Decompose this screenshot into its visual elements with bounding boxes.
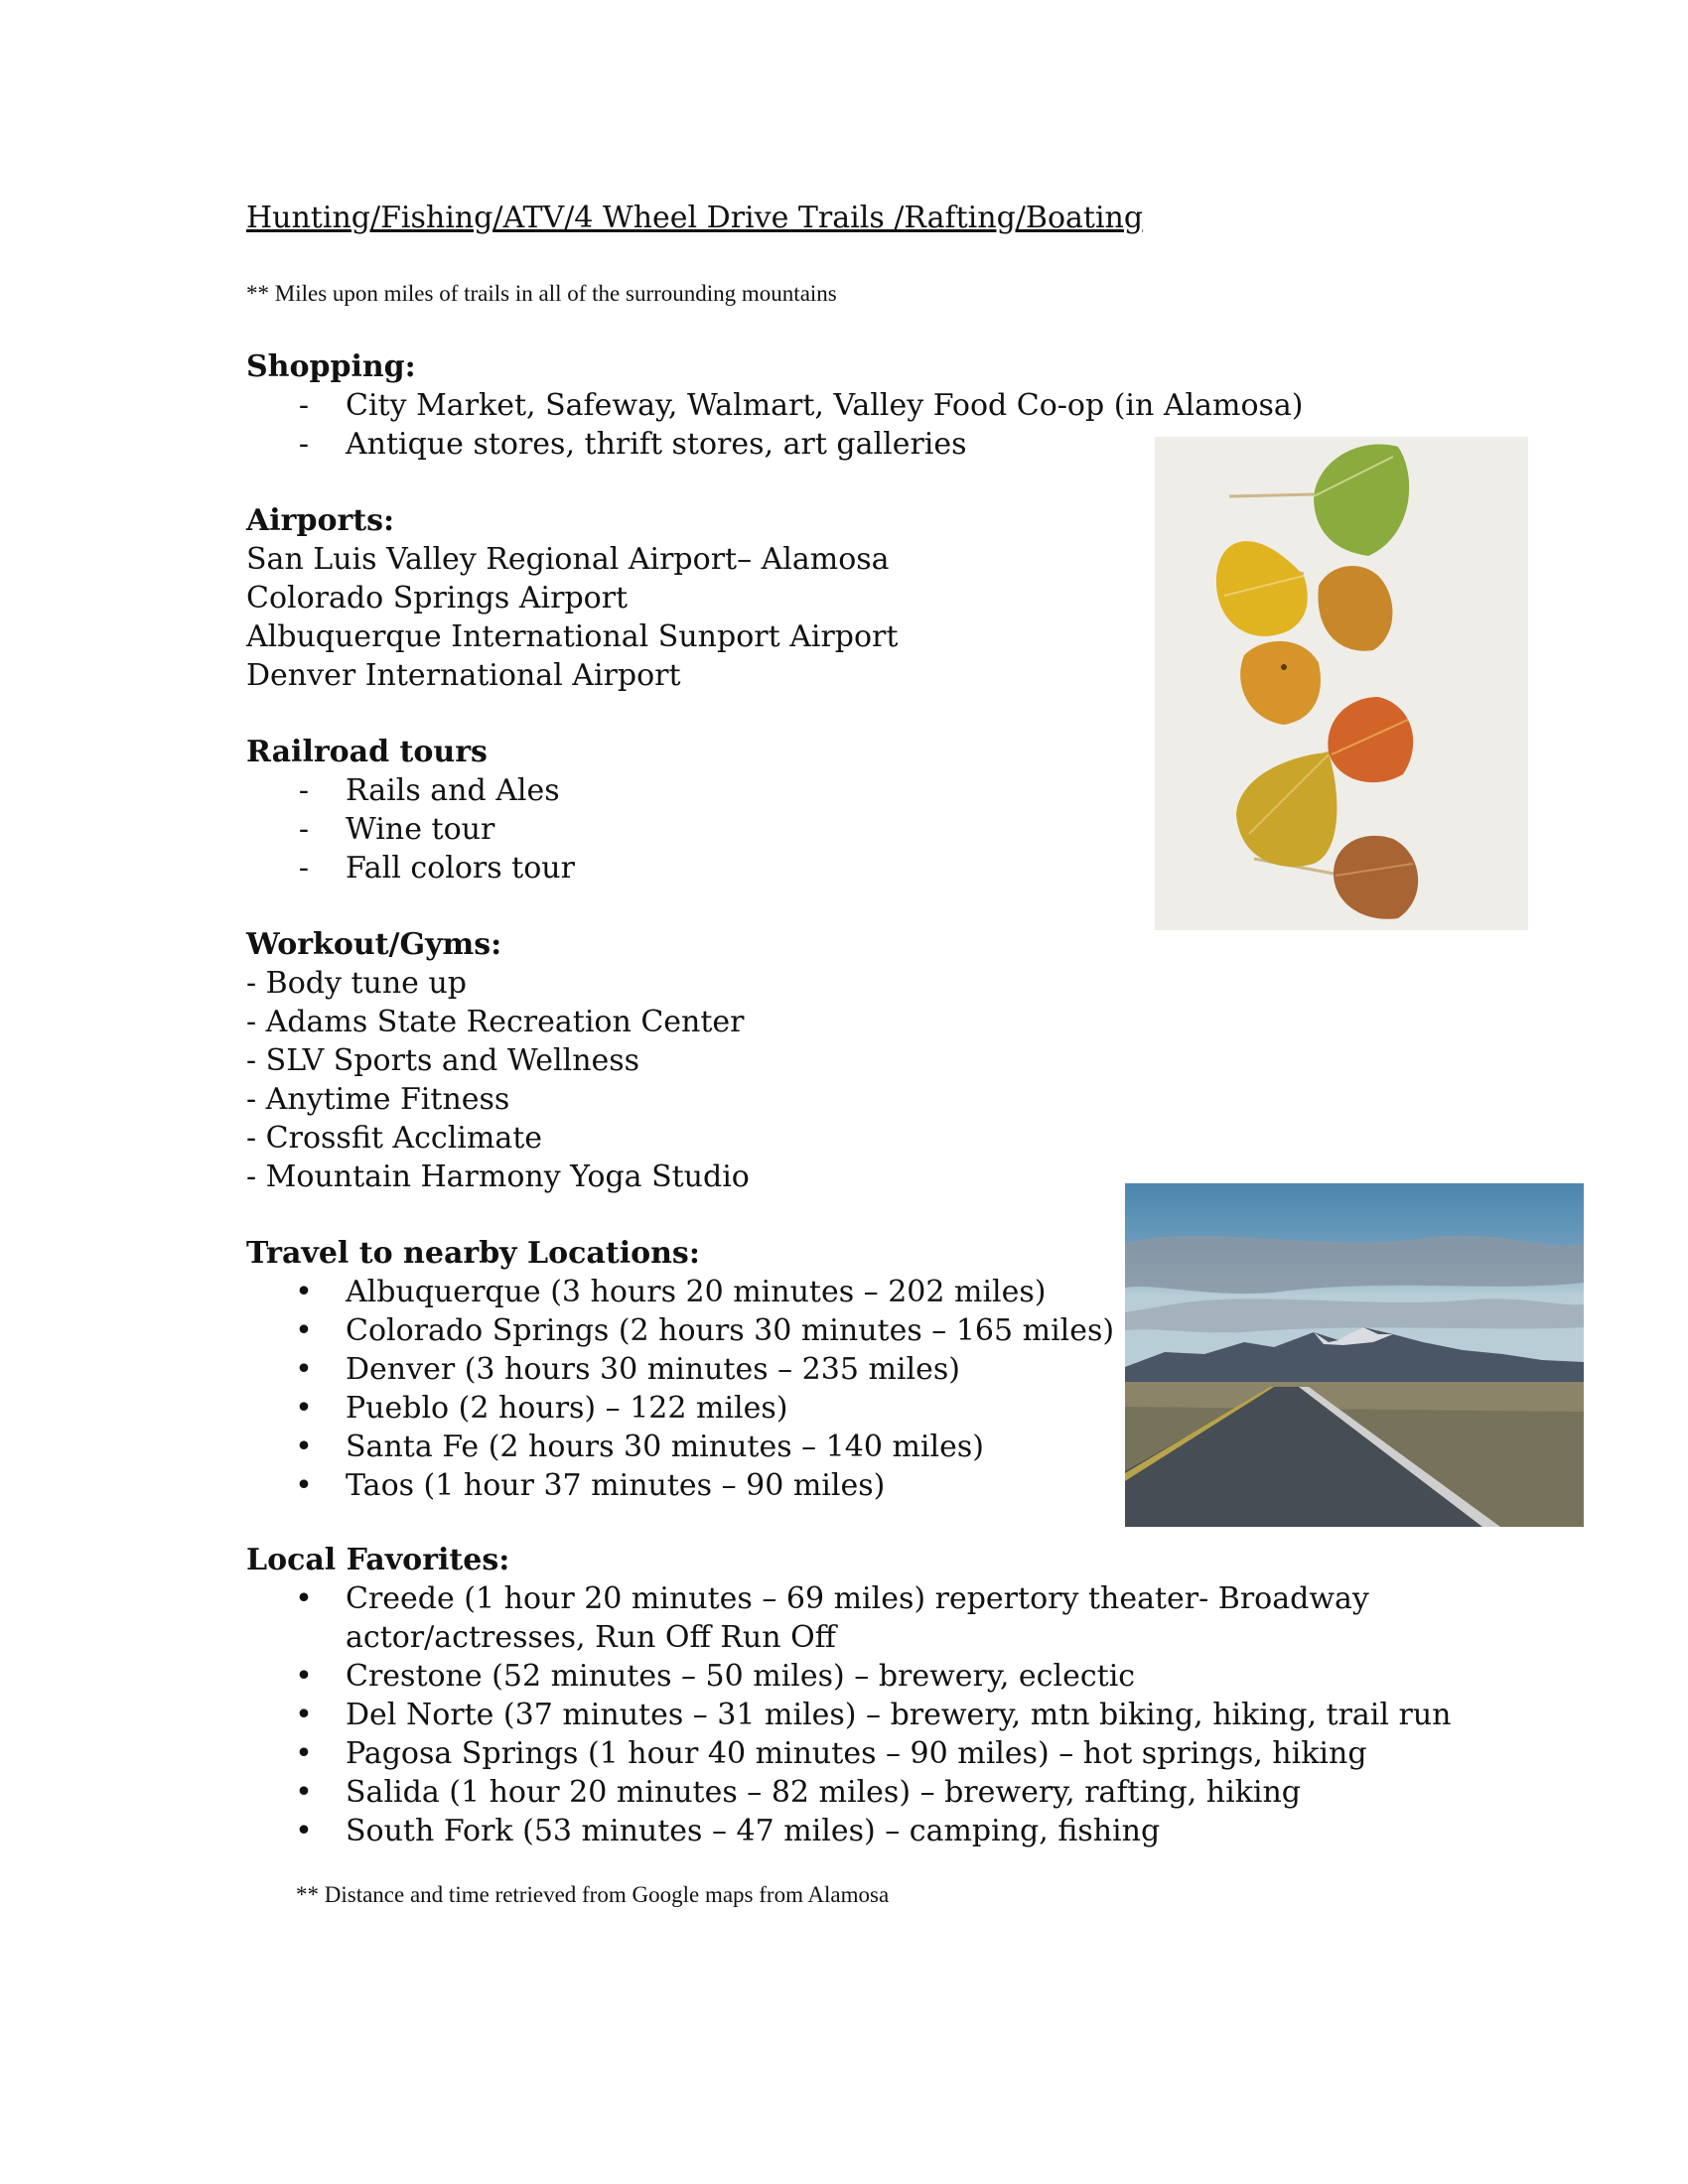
gym-item: - Crossfit Acclimate xyxy=(246,1121,543,1156)
aspen-leaves-illustration xyxy=(1155,437,1528,930)
list-item-text: Del Norte (37 minutes – 31 miles) – brewery, mtn biking, hiking, trail run xyxy=(346,1698,1452,1732)
gym-item: - Mountain Harmony Yoga Studio xyxy=(246,1160,750,1194)
list-item xyxy=(246,849,575,887)
bullet-marker: • xyxy=(295,1352,313,1387)
bullet-marker: • xyxy=(295,1468,313,1503)
list-item-text: Albuquerque (3 hours 20 minutes – 202 miles) xyxy=(346,1275,1047,1309)
bullet-marker: • xyxy=(295,1430,313,1464)
bullet-marker: • xyxy=(295,1698,313,1732)
shopping-title: Shopping: xyxy=(246,349,416,384)
list-item-text: Santa Fe (2 hours 30 minutes – 140 miles) xyxy=(346,1430,984,1464)
airports-title: Airports: xyxy=(246,503,395,538)
travel-list xyxy=(246,1273,1114,1505)
bullet-marker: • xyxy=(295,1391,313,1426)
list-item-text: Rails and Ales xyxy=(346,773,560,808)
list-item xyxy=(246,1773,1452,1812)
list-item xyxy=(246,1657,1452,1696)
list-item-text: Fall colors tour xyxy=(346,851,575,886)
bullet-marker: • xyxy=(295,1775,313,1810)
railroad-list xyxy=(246,771,575,887)
gyms-title: Workout/Gyms: xyxy=(246,927,502,962)
list-item-text: Wine tour xyxy=(346,812,495,847)
gym-item: - Body tune up xyxy=(246,966,467,1001)
bullet-marker: • xyxy=(295,1275,313,1309)
list-item xyxy=(246,1428,1114,1466)
aspen-leaves-photo xyxy=(1155,437,1528,930)
list-item xyxy=(246,810,575,849)
dash-marker: - xyxy=(298,812,310,847)
bullet-marker: • xyxy=(295,1736,313,1771)
list-item xyxy=(246,425,1304,464)
airport-item: Colorado Springs Airport xyxy=(246,581,629,615)
bullet-marker: • xyxy=(295,1313,313,1348)
list-item xyxy=(246,1311,1114,1350)
list-item xyxy=(246,1696,1452,1734)
travel-title: Travel to nearby Locations: xyxy=(246,1236,700,1271)
favorites-section xyxy=(246,1541,1452,1850)
gyms-section xyxy=(246,925,750,1196)
list-item xyxy=(246,1466,1114,1505)
dash-marker: - xyxy=(298,851,310,886)
travel-section xyxy=(246,1234,1114,1505)
list-item-text-continued: actor/actresses, Run Off Run Off xyxy=(346,1620,836,1655)
list-item xyxy=(246,1812,1452,1850)
list-item xyxy=(246,1734,1452,1773)
gym-item: - Anytime Fitness xyxy=(246,1082,510,1117)
list-item xyxy=(246,1389,1114,1428)
favorites-title: Local Favorites: xyxy=(246,1543,510,1577)
dash-marker: - xyxy=(298,427,310,462)
airport-item: Denver International Airport xyxy=(246,658,681,693)
list-item xyxy=(246,1273,1114,1311)
list-item-text: South Fork (53 minutes – 47 miles) – camping, fishing xyxy=(346,1814,1161,1848)
airport-item: San Luis Valley Regional Airport– Alamosa xyxy=(246,542,890,577)
bullet-marker: • xyxy=(295,1581,313,1616)
railroad-title: Railroad tours xyxy=(246,735,488,769)
airports-section xyxy=(246,501,898,695)
railroad-section xyxy=(246,733,575,887)
list-item-text: Crestone (52 minutes – 50 miles) – brewery, eclectic xyxy=(346,1659,1136,1694)
dash-marker: - xyxy=(298,773,310,808)
road-mountains-illustration xyxy=(1125,1183,1584,1527)
list-item-text: Pueblo (2 hours) – 122 miles) xyxy=(346,1391,788,1426)
list-item-text: Antique stores, thrift stores, art galleries xyxy=(346,427,967,462)
shopping-section xyxy=(246,347,1304,464)
gym-item: - SLV Sports and Wellness xyxy=(246,1043,640,1078)
list-item-text: Salida (1 hour 20 minutes – 82 miles) – brewery, rafting, hiking xyxy=(346,1775,1302,1810)
list-item xyxy=(246,1350,1114,1389)
road-mountains-photo xyxy=(1125,1183,1584,1527)
shopping-list xyxy=(246,386,1304,464)
airport-item: Albuquerque International Sunport Airport xyxy=(246,619,899,654)
bullet-marker: • xyxy=(295,1659,313,1694)
dash-marker: - xyxy=(298,388,310,423)
list-item-text: Denver (3 hours 30 minutes – 235 miles) xyxy=(346,1352,960,1387)
list-item-text: Pagosa Springs (1 hour 40 minutes – 90 miles) – hot springs, hiking xyxy=(346,1736,1367,1771)
list-item xyxy=(246,386,1304,425)
bullet-marker: • xyxy=(295,1814,313,1848)
list-item xyxy=(246,771,575,810)
distance-footnote: ** Distance and time retrieved from Google maps from Alamosa xyxy=(296,1882,890,1907)
list-item-text: Colorado Springs (2 hours 30 minutes – 165 miles) xyxy=(346,1313,1115,1348)
list-item-text: City Market, Safeway, Walmart, Valley Food Co-op (in Alamosa) xyxy=(346,388,1304,423)
trails-note: ** Miles upon miles of trails in all of the surrounding mountains xyxy=(246,281,837,306)
page-heading: Hunting/Fishing/ATV/4 Wheel Drive Trails /Rafting/Boating xyxy=(246,201,1144,235)
list-item xyxy=(246,1579,1452,1657)
list-item-text: Taos (1 hour 37 minutes – 90 miles) xyxy=(346,1468,886,1503)
favorites-list xyxy=(246,1579,1452,1850)
list-item-text: Creede (1 hour 20 minutes – 69 miles) repertory theater- Broadway xyxy=(346,1581,1369,1616)
gym-item: - Adams State Recreation Center xyxy=(246,1005,745,1039)
